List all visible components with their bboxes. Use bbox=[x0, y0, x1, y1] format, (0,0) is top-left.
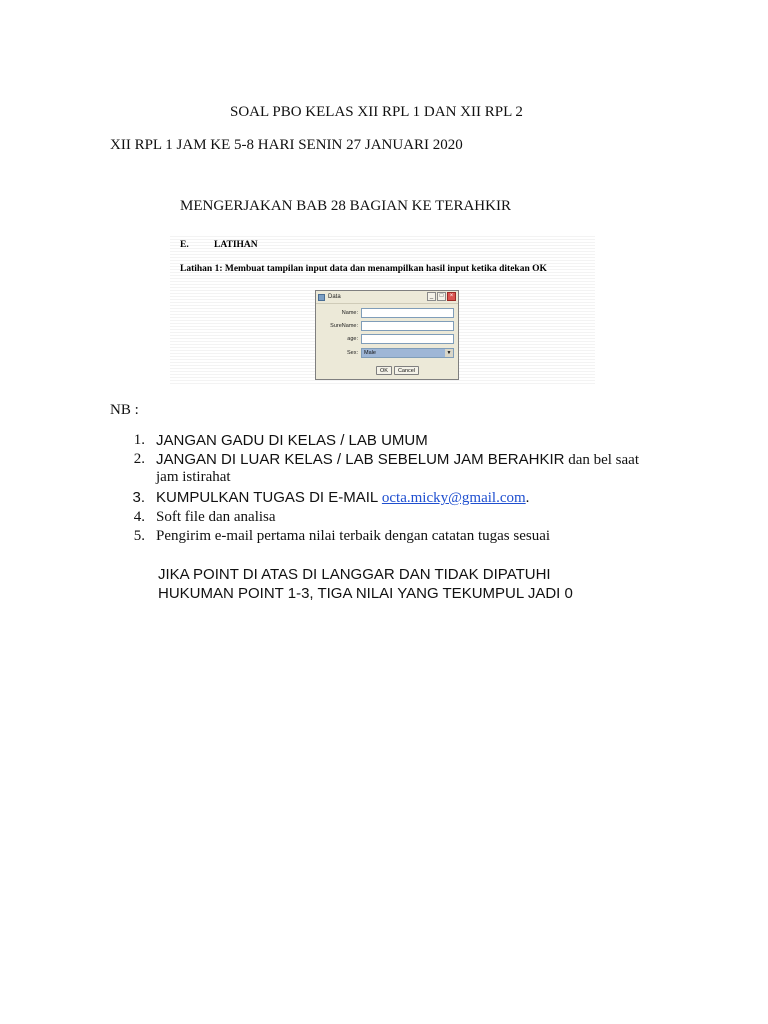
exercise-figure bbox=[170, 236, 595, 384]
list-number: 2. bbox=[133, 451, 145, 467]
age-field[interactable] bbox=[361, 334, 454, 344]
data-window bbox=[315, 290, 459, 380]
name-row bbox=[316, 308, 458, 319]
figure-section-title: LATIHAN bbox=[214, 240, 258, 250]
surename-field[interactable] bbox=[361, 321, 454, 331]
age-row bbox=[316, 334, 458, 345]
document-title: SOAL PBO KELAS XII RPL 1 DAN XII RPL 2 bbox=[230, 104, 523, 120]
list-item bbox=[156, 489, 529, 507]
list-item: JANGAN GADU DI KELAS / LAB UMUM bbox=[156, 432, 428, 449]
list-item: Pengirim e-mail pertama nilai terbaik dengan catatan tugas sesuai bbox=[156, 528, 551, 544]
list-item-period: . bbox=[525, 490, 530, 506]
warning-line-1: JIKA POINT DI ATAS DI LANGGAR DAN TIDAK DIPATUHI bbox=[158, 566, 551, 583]
close-icon[interactable]: × bbox=[447, 292, 456, 301]
window-title: Data bbox=[328, 294, 341, 300]
task-line: MENGERJAKAN BAB 28 BAGIAN KE TERAHKIR bbox=[180, 198, 511, 214]
surename-row bbox=[316, 321, 458, 332]
list-number: 3. bbox=[132, 489, 145, 506]
window-titlebar bbox=[316, 291, 458, 304]
name-field[interactable] bbox=[361, 308, 454, 318]
figure-section-number: E. bbox=[180, 240, 189, 250]
list-item bbox=[156, 451, 639, 469]
name-label: Name: bbox=[341, 310, 358, 316]
warning-line-2: HUKUMAN POINT 1-3, TIGA NILAI YANG TEKUMPUL JADI 0 bbox=[158, 585, 573, 602]
age-label: age: bbox=[347, 336, 358, 342]
list-item-text: KUMPULKAN TUGAS DI E-MAIL bbox=[156, 489, 382, 506]
surename-label: SureName: bbox=[330, 323, 358, 329]
schedule-line: XII RPL 1 JAM KE 5-8 HARI SENIN 27 JANUARI 2020 bbox=[110, 137, 463, 153]
list-item-text-continued: dan bel saat bbox=[564, 452, 640, 468]
java-app-icon bbox=[318, 294, 325, 301]
sex-select[interactable] bbox=[361, 348, 454, 358]
sex-label: Sex: bbox=[346, 350, 358, 356]
list-item-line2: jam istirahat bbox=[156, 469, 231, 485]
list-item: Soft file dan analisa bbox=[156, 509, 276, 525]
minimize-icon[interactable]: _ bbox=[427, 292, 436, 301]
nb-label: NB : bbox=[110, 402, 139, 418]
list-number: 1. bbox=[133, 432, 145, 448]
list-item-text: JANGAN DI LUAR KELAS / LAB SEBELUM JAM BERAHKIR bbox=[156, 451, 565, 468]
email-link[interactable]: octa.micky@gmail.com bbox=[381, 490, 526, 506]
maximize-icon[interactable]: □ bbox=[437, 292, 446, 301]
list-number: 4. bbox=[133, 509, 145, 525]
chevron-down-icon: ▼ bbox=[446, 350, 452, 356]
cancel-button[interactable]: Cancel bbox=[394, 366, 419, 375]
sex-selected-value: Male bbox=[364, 350, 376, 356]
ok-button[interactable]: OK bbox=[376, 366, 392, 375]
list-number: 5. bbox=[133, 528, 145, 544]
sex-row bbox=[316, 348, 458, 359]
figure-exercise-caption: Latihan 1: Membuat tampilan input data dan menampilkan hasil input ketika ditekan OK bbox=[180, 264, 547, 274]
